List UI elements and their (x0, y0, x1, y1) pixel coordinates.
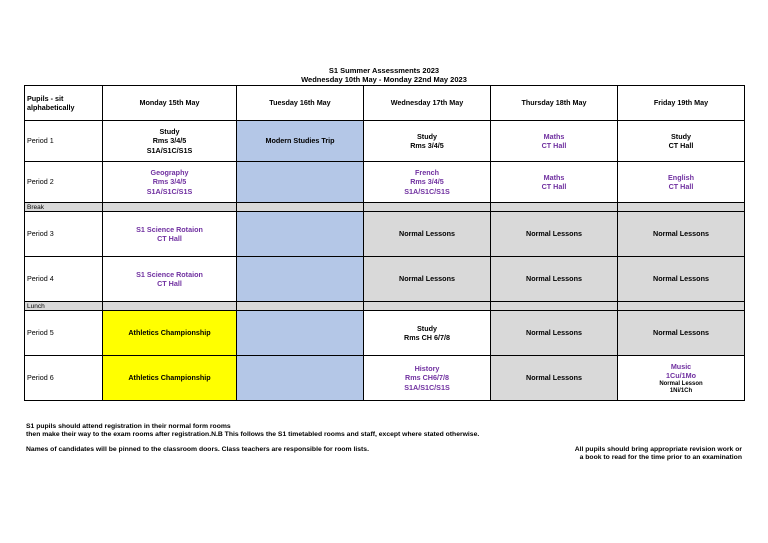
cell-p4-tue (237, 257, 364, 302)
day-header-tue: Tuesday 16th May (237, 86, 364, 121)
cell-p6-fri (618, 356, 745, 401)
header-row (25, 86, 745, 121)
period-3-label: Period 3 (25, 212, 103, 257)
period-2-label: Period 2 (25, 162, 103, 203)
cell-p1-wed (364, 121, 491, 162)
cell-p1-tue: Modern Studies Trip (237, 121, 364, 162)
day-header-thu: Thursday 18th May (491, 86, 618, 121)
cell-line: S1A/S1C/S1S (146, 186, 193, 196)
lunch-cell (103, 302, 237, 311)
cell-line: S1 Science Rotaion (136, 224, 203, 234)
lunch-cell (618, 302, 745, 311)
note-revision (575, 446, 742, 462)
note-line: All pupils should bring appropriate revision work or (574, 446, 742, 453)
cell-line: Maths (543, 131, 565, 141)
cell-line: Maths (543, 172, 565, 182)
cell-line: Rms 3/4/5 (152, 177, 187, 187)
cell-line: French (415, 167, 439, 177)
cell-p4-wed: Normal Lessons (364, 257, 491, 302)
cell-p2-tue (237, 162, 364, 203)
note-candidates (26, 446, 369, 454)
cell-line: English (668, 172, 694, 182)
cell-p3-tue (237, 212, 364, 257)
cell-line: CT Hall (668, 182, 694, 191)
cell-p3-thu: Normal Lessons (491, 212, 618, 257)
timetable (24, 85, 745, 401)
cell-line: 1Ni/1Ch (669, 387, 693, 394)
period-4-label: Period 4 (25, 257, 103, 302)
break-cell (237, 203, 364, 212)
cell-p2-wed (364, 162, 491, 203)
cell-line: S1 Science Rotaion (136, 269, 203, 279)
cell-line: Study (417, 323, 437, 333)
break-cell (491, 203, 618, 212)
document-title (0, 66, 768, 84)
period-1-row (25, 121, 745, 162)
cell-line: Rms 3/4/5 (410, 141, 444, 150)
header-corner: Pupils - sit alphabetically (25, 86, 103, 121)
period-5-row (25, 311, 745, 356)
lunch-cell (364, 302, 491, 311)
cell-line: CT Hall (668, 141, 694, 150)
cell-line: Study (159, 126, 180, 136)
note-line: a book to read for the time prior to an examination (579, 454, 742, 461)
cell-p4-mon (103, 257, 237, 302)
period-6-label: Period 6 (25, 356, 103, 401)
cell-line: Rms CH 6/7/8 (404, 333, 450, 342)
cell-p2-mon (103, 162, 237, 203)
cell-p4-thu: Normal Lessons (491, 257, 618, 302)
title-line-1: S1 Summer Assessments 2023 (328, 66, 440, 75)
cell-p5-fri: Normal Lessons (618, 311, 745, 356)
cell-line: Music (670, 361, 692, 371)
cell-p3-mon (103, 212, 237, 257)
cell-p6-tue (237, 356, 364, 401)
cell-p1-fri (618, 121, 745, 162)
cell-p2-fri (618, 162, 745, 203)
cell-p6-thu: Normal Lessons (491, 356, 618, 401)
day-header-mon: Monday 15th May (103, 86, 237, 121)
lunch-cell (237, 302, 364, 311)
note-line: then make their way to the exam rooms after registration.N.B This follows the S1 timetabled rooms and staff, except where stated otherwise. (26, 431, 480, 438)
cell-line: S1A/S1C/S1S (404, 186, 450, 196)
cell-p1-thu (491, 121, 618, 162)
day-header-fri: Friday 19th May (618, 86, 745, 121)
title-line-2: Wednesday 10th May - Monday 22nd May 2023 (301, 75, 467, 84)
note-line: Names of candidates will be pinned to the classroom doors. Class teachers are responsible for room lists. (26, 446, 369, 453)
lunch-row (25, 302, 745, 311)
break-label: Break (25, 203, 103, 212)
cell-line: CT Hall (541, 182, 567, 191)
break-cell (618, 203, 745, 212)
note-registration (26, 423, 479, 439)
break-cell (364, 203, 491, 212)
cell-line: 1Cu/1Mo (666, 371, 696, 380)
cell-p2-thu (491, 162, 618, 203)
cell-p4-fri: Normal Lessons (618, 257, 745, 302)
cell-p6-mon: Athletics Championship (103, 356, 237, 401)
period-6-row (25, 356, 745, 401)
cell-p5-mon: Athletics Championship (103, 311, 237, 356)
cell-line: Rms 3/4/5 (410, 177, 444, 187)
period-3-row (25, 212, 745, 257)
cell-line: CT Hall (541, 141, 567, 150)
cell-p1-mon (103, 121, 237, 162)
period-5-label: Period 5 (25, 311, 103, 356)
break-row (25, 203, 745, 212)
period-2-row (25, 162, 745, 203)
note-line: S1 pupils should attend registration in their normal form rooms (26, 423, 231, 430)
cell-p3-wed: Normal Lessons (364, 212, 491, 257)
cell-line: Rms CH6/7/8 (405, 373, 449, 383)
break-cell (103, 203, 237, 212)
cell-line: S1A/S1C/S1S (146, 145, 193, 155)
cell-line: Study (671, 131, 691, 141)
cell-line: Normal Lesson (659, 380, 703, 387)
cell-line: Geography (150, 167, 189, 177)
cell-p6-wed (364, 356, 491, 401)
cell-line: S1A/S1C/S1S (404, 382, 450, 392)
cell-line: CT Hall (157, 234, 182, 243)
cell-p5-wed (364, 311, 491, 356)
cell-p5-thu: Normal Lessons (491, 311, 618, 356)
period-1-label: Period 1 (25, 121, 103, 162)
cell-line: Study (417, 131, 437, 141)
cell-p3-fri: Normal Lessons (618, 212, 745, 257)
cell-line: Rms 3/4/5 (152, 136, 187, 146)
cell-line: CT Hall (157, 279, 182, 288)
lunch-label: Lunch (25, 302, 103, 311)
cell-p5-tue (237, 311, 364, 356)
day-header-wed: Wednesday 17th May (364, 86, 491, 121)
lunch-cell (491, 302, 618, 311)
cell-line: History (414, 363, 440, 373)
period-4-row (25, 257, 745, 302)
